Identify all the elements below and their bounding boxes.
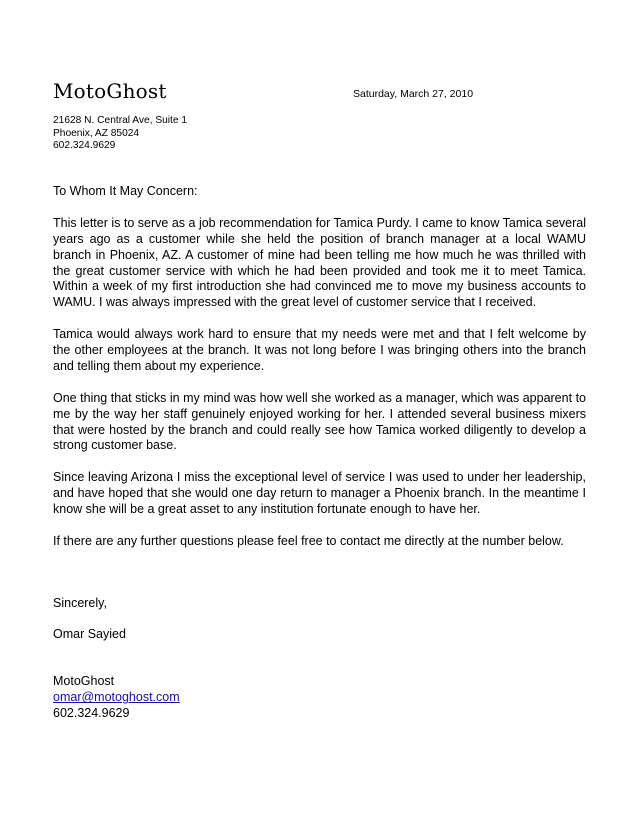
signature-company: MotoGhost [53,674,115,689]
signature-section [53,596,586,722]
signature-phone: 602.324.9629 [53,706,130,721]
paragraph: This letter is to serve as a job recommendation for Tamica Purdy. I came to know Tamica several years ago as a customer while she held the position of branch manager at a local WAMU branch in Phoenix, AZ. A customer of mine had been telling me how much he was thrilled with the great customer service with which he had been provided and took me it to meet Tamica. Within a week of my first introduction she had convinced me to move my business accounts to WAMU. I was always impressed with the great level of customer service that I received. [53,215,586,310]
paragraph: One thing that sticks in my mind was how well she worked as a manager, which was apparent to me by the way her staff genuinely enjoyed working for her. I attended several business mixers that were hosted by the branch and could really see how Tamica worked diligently to develop a strong customer base. [53,390,586,453]
address-line: 602.324.9629 [53,140,116,151]
address-line: Phoenix, AZ 85024 [53,127,140,139]
salutation: To Whom It May Concern: [53,184,198,198]
letter-date: Saturday, March 27, 2010 [353,88,474,100]
paragraph: Since leaving Arizona I miss the exceptional level of service I was used to under her leadership, and have hoped that she would one day return to manager a Phoenix branch. In the meantime I know she will be a great asset to any institution fortunate enough to have her. [53,470,586,517]
address-line: 21628 N. Central Ave, Suite 1 [53,115,188,126]
signer-name: Omar Sayied [53,627,126,642]
email-link[interactable]: omar@motoghost.com [53,690,180,705]
company-logo-text: MotoGhost [53,79,167,103]
letter-body [53,184,586,722]
closing: Sincerely, [53,595,107,610]
paragraph: Tamica would always work hard to ensure that my needs were met and that I felt welcome by the other employees at the branch. It was not long before I was bringing others into the branch and telling them about my experience. [53,327,586,373]
paragraph: If there are any further questions please feel free to contact me directly at the number below. [53,533,564,548]
sender-address [53,115,187,153]
